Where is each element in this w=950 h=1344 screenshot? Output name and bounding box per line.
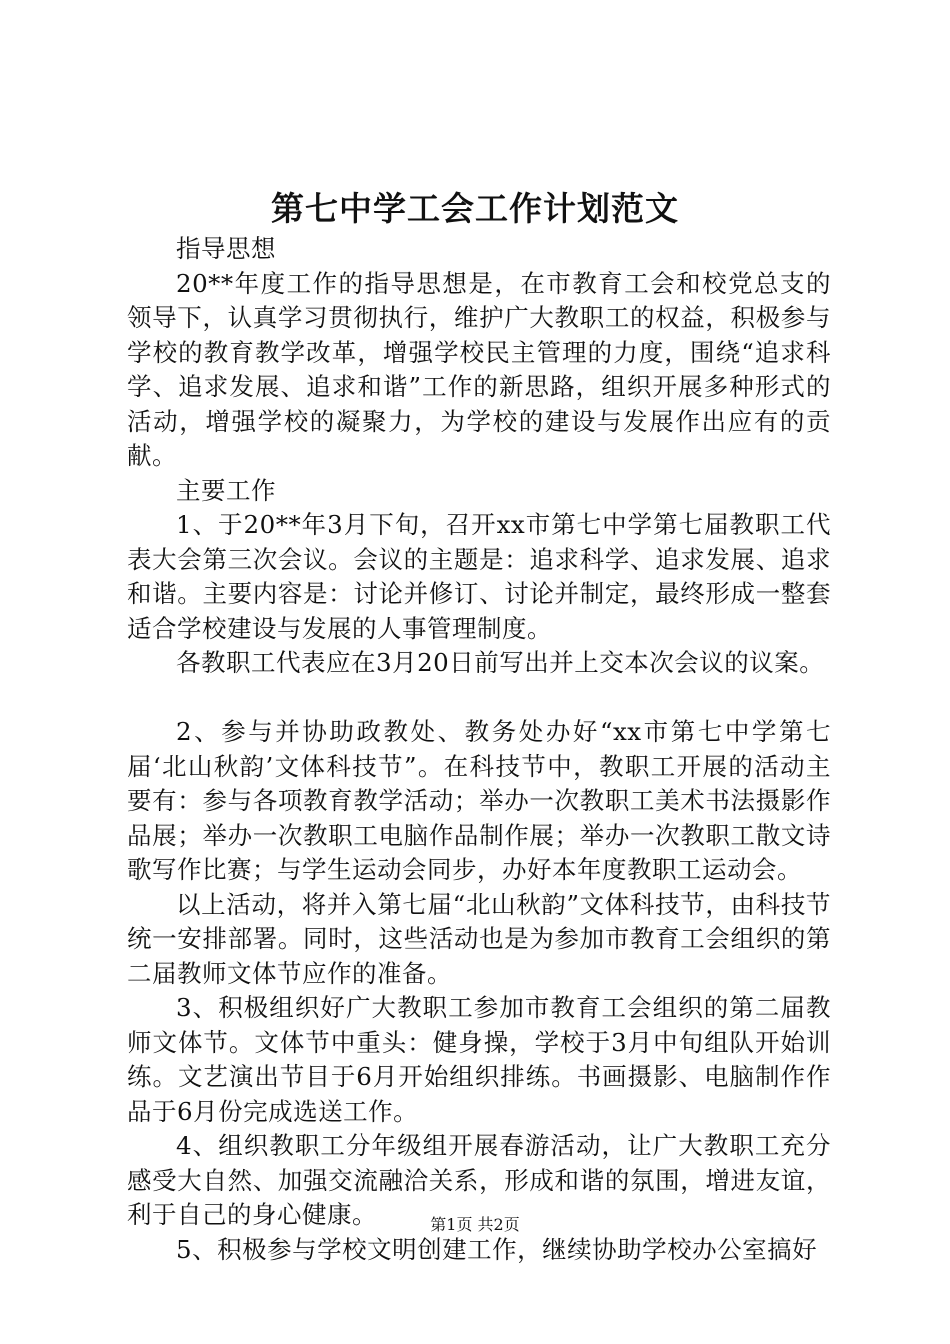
paragraph-item-4: 4、组织教职工分年级组开展春游活动，让广大教职工充分感受大自然、加强交流融洽关系，形成和谐的氛围，增进友谊，利于自己的身心健康。: [127, 1131, 831, 1229]
paragraph-item-2-note: 以上活动，将并入第七届“北山秋韵”文体科技节，由科技节统一安排部署。同时，这些活动也是为参加市教育工会组织的第二届教师文体节应作的准备。: [127, 889, 831, 988]
paragraph-guiding-ideology: 20**年度工作的指导思想是，在市教育工会和校党总支的领导下，认真学习贯彻执行，维护广大教职工的权益，积极参与学校的教育教学改革，增强学校民主管理的力度，围绕“追求科学、追求发展、追求和谐”工作的新思路，组织开展多种形式的活动，增强学校的凝聚力，为学校的建设与发展作出应有的贡献。: [127, 268, 831, 470]
blank-line: [127, 681, 831, 716]
paragraph-item-2: 2、参与并协助政教处、教务处办好“xx市第七中学第七届‘北山秋韵’文体科技节”。在科技节中，教职工开展的活动主要有：参与各项教育教学活动；举办一次教职工美术书法摄影作品展；举办一次教职工电脑作品制作展；举办一次教职工散文诗歌写作比赛；与学生运动会同步，办好本年度教职工运动会。: [127, 717, 831, 884]
document-title: 第七中学工会工作计划范文: [271, 189, 679, 228]
paragraph-item-3: 3、积极组织好广大教职工参加市教育工会组织的第二届教师文体节。文体节中重头：健身操，学校于3月中旬组队开始训练。文艺演出节目于6月开始组织排练。书画摄影、电脑制作作品于6月份完成选送工作。: [127, 993, 831, 1126]
page-number-footer: 第1页 共2页: [430, 1215, 520, 1234]
paragraph-item-1: 1、于20**年3月下旬，召开xx市第七中学第七届教职工代表大会第三次会议。会议的主题是：追求科学、追求发展、追求和谐。主要内容是：讨论并修订、讨论并制定，最终形成一整套适合学校建设与发展的人事管理制度。: [127, 510, 831, 643]
section-heading-main-work: 主要工作: [176, 475, 276, 505]
paragraph-item-5: 5、积极参与学校文明创建工作，继续协助学校办公室搞好: [176, 1234, 818, 1264]
document-body: [127, 232, 831, 1267]
section-heading-guiding-ideology: 指导思想: [176, 234, 276, 263]
paragraph-item-1-note: 各教职工代表应在3月20日前写出并上交本次会议的议案。: [176, 648, 825, 677]
